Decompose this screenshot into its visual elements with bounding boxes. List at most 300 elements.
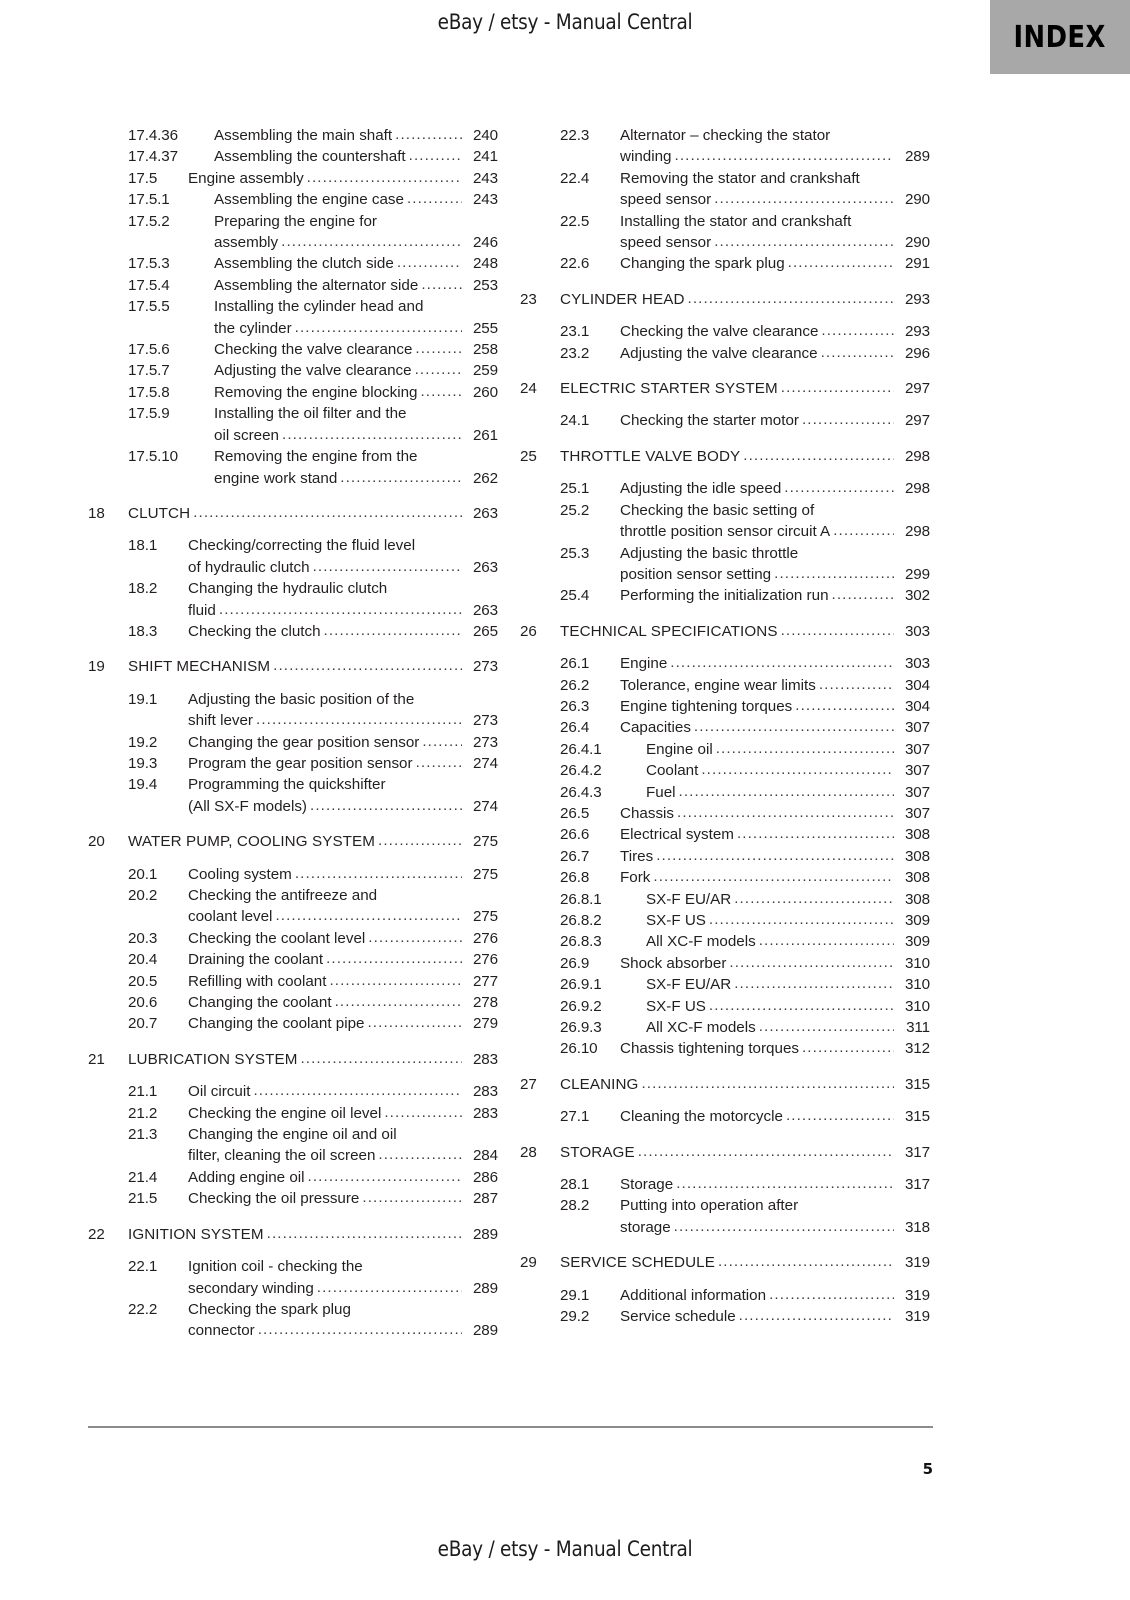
toc-entry-number: 26.9.1: [560, 976, 602, 994]
toc-entry-number: 17.5.2: [128, 212, 170, 230]
toc-entry-number: 26.8.3: [560, 933, 602, 951]
toc-entry-page: 265: [472, 622, 498, 640]
toc-entry-title-line: [620, 653, 930, 674]
toc-entry[interactable]: [520, 653, 930, 674]
toc-entry-number: 18.1: [128, 537, 158, 555]
toc-entry-title-line: [620, 1106, 930, 1127]
toc-entry[interactable]: [88, 403, 498, 446]
toc-entry-page: 284: [472, 1147, 498, 1165]
toc-entry-page: 297: [904, 380, 930, 398]
toc-entry[interactable]: [520, 1174, 930, 1195]
toc-entry-title: Changing the spark plug: [620, 255, 785, 273]
toc-entry-title: ELECTRIC STARTER SYSTEM: [560, 380, 778, 398]
toc-entry-number: 21.5: [128, 1190, 158, 1208]
toc-entry[interactable]: [520, 739, 930, 760]
toc-entry-title-line: [620, 996, 930, 1017]
toc-entry-title: Shock absorber: [620, 954, 727, 972]
toc-entry-body: [620, 996, 930, 1017]
toc-entry-number: 17.5.4: [128, 276, 170, 294]
toc-entry-body: [188, 1081, 498, 1102]
toc-entry-number: 29.2: [560, 1308, 590, 1326]
toc-entry[interactable]: [88, 1081, 498, 1102]
toc-entry-title: Cleaning the motorcycle: [620, 1108, 783, 1126]
toc-leader-dots: [421, 274, 462, 295]
toc-entry[interactable]: [88, 1013, 498, 1034]
toc-entry-title-line: [620, 846, 930, 867]
toc-leader-dots: [739, 1305, 894, 1326]
toc-leader-dots: [833, 520, 894, 541]
toc-entry-body: [188, 753, 498, 774]
toc-entry-title: THROTTLE VALVE BODY: [560, 447, 741, 465]
toc-entry-title-line: [188, 1081, 498, 1102]
toc-entry-title: Service schedule: [620, 1308, 736, 1326]
toc-entry[interactable]: [88, 1103, 498, 1124]
toc-entry-page: 277: [472, 972, 498, 990]
toc-leader-dots: [676, 1173, 894, 1194]
toc-entry[interactable]: [88, 1299, 498, 1342]
toc-entry-page: 312: [904, 1040, 930, 1058]
toc-entry-page: 290: [904, 234, 930, 252]
toc-entry[interactable]: [88, 1188, 498, 1209]
toc-leader-dots: [714, 188, 894, 209]
toc-entry[interactable]: [88, 992, 498, 1013]
toc-entry-body: [620, 585, 930, 606]
toc-entry[interactable]: [520, 1074, 930, 1095]
toc-entry[interactable]: [520, 378, 930, 399]
toc-leader-dots: [774, 563, 894, 584]
toc-entry[interactable]: [520, 253, 930, 274]
toc-entry[interactable]: [520, 125, 930, 168]
toc-entry-number: 26.3: [560, 697, 590, 715]
toc-entry-page: 259: [472, 362, 498, 380]
toc-entry-title: Assembling the countershaft: [214, 148, 406, 166]
toc-entry-body: [620, 696, 930, 717]
toc-entry-body: [128, 1224, 498, 1245]
toc-entry-title-line: [128, 1224, 498, 1245]
toc-entry-number: 20.3: [128, 929, 158, 947]
toc-entry[interactable]: [88, 146, 498, 167]
toc-entry-title-line: [188, 1145, 498, 1166]
toc-entry[interactable]: [88, 211, 498, 254]
toc-entry-page: 298: [904, 480, 930, 498]
toc-entry-title: Fuel: [646, 783, 676, 801]
toc-entry-title-line: [188, 125, 498, 146]
toc-entry-number: 26.5: [560, 804, 590, 822]
toc-entry[interactable]: [88, 928, 498, 949]
toc-entry-body: [188, 992, 498, 1013]
toc-entry[interactable]: [88, 1167, 498, 1188]
toc-leader-dots: [781, 620, 894, 641]
toc-entry-title: the cylinder: [214, 319, 292, 337]
toc-leader-dots: [310, 795, 462, 816]
toc-leader-dots: [821, 320, 894, 341]
toc-entry-title: speed sensor: [620, 191, 712, 209]
toc-entry-title-line: [620, 675, 930, 696]
toc-entry-title-line: [620, 1038, 930, 1059]
toc-leader-dots: [769, 1284, 894, 1305]
toc-entry-body: [560, 289, 930, 310]
toc-leader-dots: [313, 556, 462, 577]
toc-entry[interactable]: [520, 500, 930, 543]
toc-entry-page: 307: [904, 804, 930, 822]
toc-entry-title-line: [620, 974, 930, 995]
toc-entry-page: 307: [904, 740, 930, 758]
toc-leader-dots: [308, 1166, 462, 1187]
toc-entry-title-line: [620, 1017, 930, 1038]
toc-leader-dots: [378, 830, 462, 851]
toc-entry[interactable]: [520, 289, 930, 310]
toc-entry[interactable]: [88, 296, 498, 339]
toc-entry-body: [188, 971, 498, 992]
toc-entry[interactable]: [88, 339, 498, 360]
toc-entry-page: 308: [904, 869, 930, 887]
toc-entry[interactable]: [520, 1038, 930, 1059]
toc-entry-title: Chassis: [620, 804, 675, 822]
toc-entry-number: 26.9.2: [560, 997, 602, 1015]
toc-entry-title-line: [188, 1188, 498, 1209]
toc-leader-dots: [335, 991, 462, 1012]
toc-entry[interactable]: [520, 675, 930, 696]
toc-column-left: [88, 125, 498, 1342]
toc-entry-body: [620, 343, 930, 364]
toc-entry-title: Draining the coolant: [188, 951, 324, 969]
toc-entry-body: [620, 931, 930, 952]
toc-entry[interactable]: [520, 1195, 930, 1238]
toc-entry-title: speed sensor: [620, 234, 712, 252]
toc-entry[interactable]: [88, 774, 498, 817]
toc-entry[interactable]: [520, 1142, 930, 1163]
toc-entry[interactable]: [88, 535, 498, 578]
toc-entry-body: [560, 1074, 930, 1095]
toc-entry-title: Alternator – checking the stator: [620, 127, 831, 144]
toc-entry-body: [620, 846, 930, 867]
toc-leader-dots: [258, 1319, 462, 1340]
toc-entry[interactable]: [88, 168, 498, 189]
toc-entry-page: 273: [472, 658, 498, 676]
toc-entry[interactable]: [520, 343, 930, 364]
toc-entry-page: 310: [904, 997, 930, 1015]
toc-leader-dots: [832, 584, 894, 605]
toc-leader-dots: [786, 1105, 894, 1126]
toc-leader-dots: [638, 1141, 894, 1162]
toc-entry-page: 253: [472, 276, 498, 294]
toc-entry[interactable]: [88, 1256, 498, 1299]
toc-entry-title: shift lever: [188, 712, 253, 730]
toc-leader-dots: [737, 823, 894, 844]
toc-entry-title: Refilling with coolant: [188, 972, 327, 990]
toc-entry[interactable]: [88, 732, 498, 753]
toc-entry-title-line: [188, 1278, 498, 1299]
toc-entry-body: [188, 578, 498, 621]
toc-entry[interactable]: [520, 168, 930, 211]
toc-entry-page: 263: [472, 504, 498, 522]
toc-entry-title: Checking the engine oil level: [188, 1104, 382, 1122]
toc-entry-body: [620, 168, 930, 211]
toc-entry[interactable]: [520, 910, 930, 931]
toc-entry-number: 20.4: [128, 951, 158, 969]
toc-leader-dots: [415, 359, 462, 380]
toc-entry-title-line: [188, 232, 498, 253]
toc-entry-page: 274: [472, 754, 498, 772]
toc-leader-dots: [326, 948, 462, 969]
toc-leader-dots: [378, 1144, 462, 1165]
toc-leader-dots: [743, 445, 894, 466]
toc-entry-number: 28.1: [560, 1176, 590, 1194]
toc-leader-dots: [340, 467, 462, 488]
toc-entry-title-line: [620, 782, 930, 803]
toc-entry[interactable]: [520, 696, 930, 717]
toc-entry-number: 17.5.10: [128, 448, 178, 466]
toc-entry-title-line: [188, 382, 498, 403]
toc-entry[interactable]: [520, 585, 930, 606]
toc-entry-body: [188, 1188, 498, 1209]
toc-entry-page: 296: [904, 344, 930, 362]
toc-leader-dots: [716, 738, 894, 759]
toc-entry-page: 275: [472, 908, 498, 926]
toc-entry-title-line: [188, 168, 498, 189]
toc-entry-page: 291: [904, 255, 930, 273]
toc-entry-title: Adjusting the basic position of the: [188, 690, 415, 708]
toc-entry-title-line: [560, 289, 930, 310]
toc-entry-page: 283: [472, 1104, 498, 1122]
toc-entry-body: [620, 1017, 930, 1038]
toc-leader-dots: [317, 1277, 462, 1298]
toc-entry-title-line: [188, 339, 498, 360]
toc-leader-dots: [267, 1223, 462, 1244]
toc-entry[interactable]: [520, 889, 930, 910]
index-tab: [990, 0, 1130, 74]
toc-entry[interactable]: [88, 125, 498, 146]
toc-entry-title-continued: [620, 168, 930, 189]
toc-leader-dots: [307, 167, 462, 188]
toc-entry-title: Adding engine oil: [188, 1168, 305, 1186]
toc-entry-body: [620, 889, 930, 910]
toc-entry[interactable]: [520, 953, 930, 974]
toc-entry[interactable]: [520, 1252, 930, 1273]
toc-entry[interactable]: [520, 621, 930, 642]
toc-entry-title: Engine oil: [646, 740, 713, 758]
toc-entry-number: 21.3: [128, 1126, 158, 1144]
toc-entry[interactable]: [520, 1017, 930, 1038]
toc-entry-body: [188, 949, 498, 970]
toc-leader-dots: [819, 674, 894, 695]
toc-entry-title-line: [560, 1074, 930, 1095]
toc-entry[interactable]: [88, 1124, 498, 1167]
toc-entry-number: 25.4: [560, 587, 590, 605]
toc-entry-body: [188, 446, 498, 489]
toc-entry-page: 307: [904, 719, 930, 737]
toc-entry[interactable]: [88, 621, 498, 642]
toc-entry-body: [620, 253, 930, 274]
toc-entry[interactable]: [88, 864, 498, 885]
toc-entry-page: 290: [904, 191, 930, 209]
toc-entry-title: assembly: [214, 234, 279, 252]
toc-entry-title-line: [188, 600, 498, 621]
toc-entry-number: 20.2: [128, 887, 158, 904]
toc-entry[interactable]: [88, 446, 498, 489]
toc-entry-number: 26.8: [560, 869, 590, 887]
toc-entry-body: [620, 717, 930, 738]
toc-entry-title-line: [128, 1049, 498, 1070]
toc-entry-number: 26.1: [560, 655, 590, 673]
toc-entry[interactable]: [520, 803, 930, 824]
toc-entry[interactable]: [520, 782, 930, 803]
toc-entry-title-line: [620, 232, 930, 253]
toc-entry[interactable]: [520, 1106, 930, 1127]
toc-entry-body: [620, 1106, 930, 1127]
toc-leader-dots: [675, 145, 894, 166]
toc-entry-number: 18.2: [128, 580, 158, 598]
toc-entry-page: 319: [904, 1254, 930, 1272]
toc-entry-number: 20.1: [128, 865, 158, 883]
toc-entry[interactable]: [520, 1285, 930, 1306]
toc-entry-title-line: [620, 321, 930, 342]
toc-leader-dots: [802, 1037, 894, 1058]
toc-entry-title: Installing the cylinder head and: [214, 298, 424, 316]
toc-entry-page: 274: [472, 797, 498, 815]
toc-entry-title: Changing the coolant: [188, 994, 332, 1012]
toc-entry-page: 289: [472, 1279, 498, 1297]
toc-entry[interactable]: [88, 503, 498, 524]
toc-entry-title-line: [188, 796, 498, 817]
toc-entry-title: SX-F US: [646, 912, 706, 929]
toc-entry[interactable]: [88, 578, 498, 621]
toc-leader-dots: [694, 716, 894, 737]
toc-entry-page: 263: [472, 558, 498, 576]
toc-entry-body: [620, 675, 930, 696]
toc-entry-page: 246: [472, 234, 498, 252]
toc-entry-title-line: [560, 378, 930, 399]
toc-entry-title: SERVICE SCHEDULE: [560, 1254, 715, 1272]
toc-entry-title-continued: [188, 774, 498, 795]
toc-entry[interactable]: [88, 1049, 498, 1070]
toc-entry[interactable]: [520, 478, 930, 499]
toc-entry-body: [188, 621, 498, 642]
toc-entry-body: [128, 1049, 498, 1070]
toc-entry-body: [188, 928, 498, 949]
toc-entry-title-continued: [620, 125, 930, 146]
toc-entry[interactable]: [88, 689, 498, 732]
index-tab-label: INDEX: [1013, 19, 1107, 55]
toc-entry[interactable]: [88, 1224, 498, 1245]
toc-entry-title: All XC-F models: [646, 1019, 756, 1037]
toc-entry-body: [620, 910, 930, 931]
toc-entry-title: CLUTCH: [128, 504, 191, 522]
toc-entry[interactable]: [520, 717, 930, 738]
toc-entry-title-line: [620, 931, 930, 952]
toc-leader-dots: [295, 863, 462, 884]
toc-entry[interactable]: [520, 321, 930, 342]
toc-entry-title-line: [188, 557, 498, 578]
toc-entry-title-continued: [188, 535, 498, 556]
toc-entry[interactable]: [520, 543, 930, 586]
toc-entry[interactable]: [88, 885, 498, 928]
toc-entry[interactable]: [520, 824, 930, 845]
toc-entry[interactable]: [520, 846, 930, 867]
toc-entry-body: [620, 953, 930, 974]
toc-entry[interactable]: [88, 656, 498, 677]
toc-entry-title-line: [188, 864, 498, 885]
toc-leader-dots: [300, 1048, 462, 1069]
toc-entry[interactable]: [520, 931, 930, 952]
toc-entry-title: Electrical system: [620, 826, 734, 844]
toc-entry-title: Changing the gear position sensor: [188, 733, 420, 751]
toc-entry-page: 317: [904, 1176, 930, 1194]
toc-entry-page: 317: [904, 1143, 930, 1161]
toc-entry[interactable]: [88, 360, 498, 381]
toc-leader-dots: [729, 952, 894, 973]
toc-entry-body: [620, 125, 930, 168]
toc-entry-number: 26.2: [560, 676, 590, 694]
toc-entry-number: 17.5.9: [128, 405, 170, 423]
toc-entry-body: [620, 760, 930, 781]
toc-entry-body: [620, 974, 930, 995]
toc-entry[interactable]: [88, 382, 498, 403]
toc-entry[interactable]: [520, 974, 930, 995]
toc-leader-dots: [759, 930, 894, 951]
toc-entry-page: 318: [904, 1218, 930, 1236]
toc-entry-title: Checking the spark plug: [188, 1300, 351, 1318]
toc-leader-dots: [281, 231, 462, 252]
toc-entry[interactable]: [88, 949, 498, 970]
toc-entry[interactable]: [520, 867, 930, 888]
toc-entry[interactable]: [88, 971, 498, 992]
toc-leader-dots: [679, 781, 894, 802]
toc-entry[interactable]: [88, 189, 498, 210]
toc-entry-page: 263: [472, 601, 498, 619]
toc-entry-number: 26.4.3: [560, 783, 602, 801]
toc-entry[interactable]: [520, 1306, 930, 1327]
toc-entry-page: 243: [472, 169, 498, 187]
toc-entry-title-line: [188, 275, 498, 296]
toc-entry[interactable]: [520, 996, 930, 1017]
toc-entry[interactable]: [520, 760, 930, 781]
toc-entry[interactable]: [520, 211, 930, 254]
toc-entry-body: [620, 211, 930, 254]
toc-entry[interactable]: [88, 753, 498, 774]
toc-leader-dots: [759, 1016, 894, 1037]
toc-leader-dots: [193, 502, 462, 523]
toc-leader-dots: [641, 1073, 894, 1094]
toc-entry-page: 262: [472, 469, 498, 487]
toc-entry[interactable]: [88, 253, 498, 274]
toc-entry-number: 19.4: [128, 776, 158, 794]
toc-entry-page: 308: [904, 847, 930, 865]
toc-entry-number: 22.1: [128, 1258, 158, 1276]
toc-entry-body: [620, 321, 930, 342]
toc-entry-title: Chassis tightening torques: [620, 1040, 799, 1058]
toc-entry-page: 298: [904, 447, 930, 465]
toc-entry-title-line: [188, 146, 498, 167]
toc-entry-body: [188, 211, 498, 254]
toc-entry-number: 17.5.3: [128, 255, 170, 273]
toc-entry[interactable]: [520, 410, 930, 431]
toc-entry-title-continued: [188, 296, 498, 317]
toc-entry-title-line: [620, 1285, 930, 1306]
toc-entry[interactable]: [88, 275, 498, 296]
toc-entry-page: 309: [904, 912, 930, 929]
toc-entry[interactable]: [520, 446, 930, 467]
toc-entry-title: of hydraulic clutch: [188, 558, 310, 576]
toc-entry-number: 26.9.3: [560, 1019, 602, 1037]
toc-entry-body: [188, 382, 498, 403]
toc-entry-body: [188, 146, 498, 167]
toc-entry-title: Checking the basic setting of: [620, 501, 815, 519]
toc-leader-dots: [670, 652, 894, 673]
toc-entry[interactable]: [88, 831, 498, 852]
toc-entry-title: CYLINDER HEAD: [560, 290, 685, 308]
toc-entry-title-line: [188, 710, 498, 731]
